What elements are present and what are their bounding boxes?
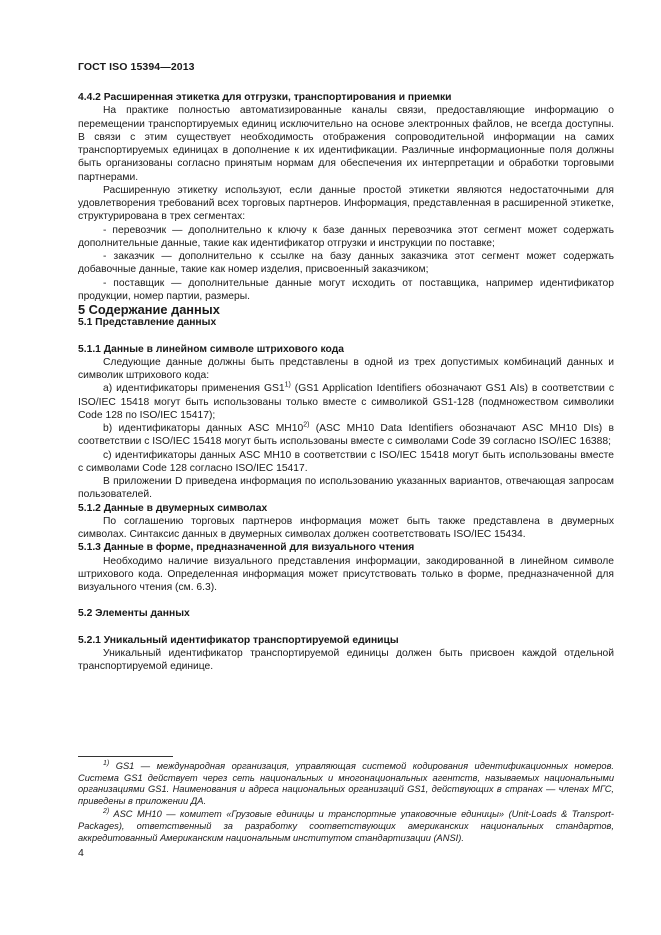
page-number: 4	[78, 847, 84, 859]
paragraph: Необходимо наличие визуального представления информации, закодированной в линейном символе штрихового кода. Определенная информация может присутствовать только в форме, предназначенной для визуального чтения (см. 6.3).	[78, 555, 614, 593]
document-header: ГОСТ ISO 15394—2013	[78, 61, 195, 73]
footnote-ref-2: 2)	[303, 421, 310, 429]
list-item: - поставщик — дополнительные данные могут исходить от поставщика, например идентификатор продукции, номер партии, размеры.	[78, 277, 614, 302]
section-5-1-1-title: 5.1.1 Данные в линейном символе штрихового кода	[78, 343, 344, 355]
section-5-1-2-title: 5.1.2 Данные в двумерных символах	[78, 502, 268, 514]
section-5-2-1-title: 5.2.1 Уникальный идентификатор транспортируемой единицы	[78, 634, 399, 646]
paragraph: По соглашению торговых партнеров информация может быть также представлена в двумерных символах. Синтаксис данных в двумерных символах должен соответствовать ISO/IEC 15434.	[78, 515, 614, 540]
paragraph: В приложении D приведена информация по использованию указанных вариантов, отвечающая запросам пользователей.	[78, 476, 614, 501]
paragraph: Расширенную этикетку используют, если данные простой этикетки являются недостаточными для удовлетворения требований всех торговых партнеров. Информация, представленная в расширенной этикетке, структурирована в трех сегментах:	[78, 184, 614, 223]
footnote-2: $^{2)}$ ASC MH10 — комитет «Грузовые единицы и транспортные упаковочные единицы» (Unit-Loads & Transport-Packages), ответственный за разработку соответствующих американских национальных стандартов, аккредитованный Американским национальным институтом стандартизации (ANSI).	[78, 808, 614, 843]
footnote-ref-1: 1)	[284, 381, 291, 389]
paragraph: Уникальный идентификатор транспортируемой единицы должен быть присвоен каждой отдельной транспортируемой единице.	[78, 647, 614, 672]
paragraph: На практике полностью автоматизированные каналы связи, предоставляющие информацию о перемещении транспортируемых единиц исключительно на основе электронных файлов, не всегда доступны. В связи с этим существует необходимость отображения сопроводительной информации на самих транспортируемых единицах в дополнение к их идентификации. Различные информационные поля должны быть организованы согласно принятым нормам для обеспечения их интерпретации и обработки торговыми партнерами.	[78, 105, 614, 183]
footnote-separator	[78, 756, 173, 757]
footnote-1: $^{1)}$ GS1 — международная организация, управляющая системой кодирования идентификационных номеров. Система GS1 действует через сеть национальных и многонациональных агентств, называемых национальными организациями GS1. Наименования и адреса национальных организаций GS1, действующих в странах — членах МГС, приведены в приложении ДА.	[78, 759, 614, 806]
section-5-1-3-title: 5.1.3 Данные в форме, предназначенной для визуального чтения	[78, 542, 415, 554]
list-item-c: c) идентификаторы данных ASC MH10 в соответствии с ISO/IEC 15418 могут быть использованы вместе с символами Code 128 согласно ISO/IEC 15417.	[78, 449, 614, 474]
section-5-2-title: 5.2 Элементы данных	[78, 608, 190, 620]
section-5-title: 5 Содержание данных	[78, 302, 220, 317]
section-5-1-title: 5.1 Представление данных	[78, 317, 217, 329]
list-item-a: а) идентификаторы применения GS1$^{1)}$ (GS1 Application Identifiers обозначают GS1 AIs) в соответствии с ISO/IEC 15418 могут быть использованы только вместе с символикой GS1-128 (подмножеством символики Code 128 по ISO/IEC 15417);	[78, 381, 614, 421]
footnotes	[78, 761, 614, 846]
list-item-b: b) идентификаторы данных ASC MH10$^{2)}$ (ASC MH10 Data Identifiers обозначают ASC MH10 DIs) в соответствии с ISO/IEC 15418 могут быть использованы вместе с символами Code 39 согласно ISO/IEC 16388;	[78, 421, 615, 448]
main-content	[78, 91, 614, 673]
paragraph: Следующие данные должны быть представлены в одной из трех допустимых комбинаций данных и символик штрихового кода:	[78, 356, 614, 381]
list-item: - заказчик — дополнительно к ссылке на базу данных заказчика этот сегмент может содержать добавочные данные, такие как номер изделия, присвоенный заказчиком;	[78, 251, 614, 276]
list-item: - перевозчик — дополнительно к ключу к базе данных перевозчика этот сегмент может содержать дополнительные данные, такие как идентификатор отгрузки и инструкции по поставке;	[78, 224, 614, 249]
section-4-4-2-title: 4.4.2 Расширенная этикетка для отгрузки, транспортирования и приемки	[78, 92, 452, 103]
